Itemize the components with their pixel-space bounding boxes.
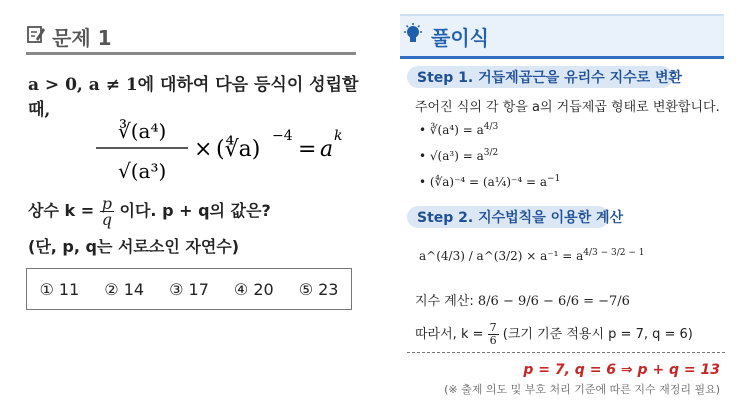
answer-choices	[26, 268, 352, 310]
therefore-line: 따라서, k = $\frac{7}{6}$ (크기 기준 적용시 p = 7, q = 6)	[415, 321, 693, 347]
problem-condition: a > 0, a ≠ 1에 대하여 다음 등식이 성립할 때,	[28, 75, 359, 120]
problem-question: 상수 k = $\frac{p}{q}$ 이다. p + q의 값은?	[28, 194, 271, 229]
problem-panel	[0, 0, 370, 418]
lightbulb-icon	[403, 23, 423, 50]
pencil-note-icon	[26, 24, 46, 49]
footnote: (※ 출제 의도 및 부호 처리 기준에 따른 지수 재정리 필요)	[444, 383, 720, 396]
final-answer: p = 7, q = 6 ⇒ p + q = 13	[523, 362, 720, 378]
eq-numerator: ∛(a⁴)	[118, 119, 167, 143]
problem-title: 문제 1	[26, 22, 112, 51]
bullet-1: • ∛(a⁴) = $a^{4/3}$	[419, 122, 499, 137]
eq-equals: =	[298, 137, 317, 162]
choice-1[interactable]: ① 11	[39, 279, 80, 299]
choice-5[interactable]: ⑤ 23	[298, 279, 339, 299]
title-divider	[26, 52, 356, 55]
step1-description: 주어진 식의 각 항을 a의 거듭제곱 형태로 변환합니다.	[415, 100, 720, 115]
choice-3[interactable]: ③ 17	[169, 279, 209, 299]
eq-times: ×	[194, 137, 213, 162]
solution-title: 풀이식	[403, 22, 489, 51]
main-equation	[88, 110, 348, 190]
problem-note: (단, p, q는 서로소인 자연수)	[28, 237, 240, 256]
eq-rhs: a	[320, 137, 334, 162]
exponent-calc: 지수 계산: 8/6 − 9/6 − 6/6 = −7/6	[415, 294, 630, 309]
choice-2[interactable]: ② 14	[104, 279, 145, 299]
solution-panel	[395, 0, 740, 418]
solution-divider	[400, 56, 724, 59]
eq-paren-exp: −4	[272, 128, 293, 144]
combine-expression: a^(4/3) / a^(3/2) × $a^{-1} = a^{4/3 - 3/2 - 1}$	[419, 248, 645, 263]
eq-paren: (∜a)	[216, 137, 261, 162]
choice-4[interactable]: ④ 20	[233, 279, 274, 299]
bullet-2: • $√(a^3) = a^{3/2}$	[419, 148, 499, 163]
bullet-3: • (∜a)⁻⁴ = (a¼)⁻⁴ = $a^{-1}$	[419, 174, 561, 189]
eq-rhs-exp: k	[334, 128, 343, 144]
step1-label: Step 1. 거듭제곱근을 유리수 지수로 변환	[407, 66, 673, 88]
eq-denominator: √(a³)	[118, 159, 167, 183]
step2-label: Step 2. 지수법칙을 이용한 계산	[407, 206, 609, 228]
dashed-divider	[407, 352, 725, 353]
